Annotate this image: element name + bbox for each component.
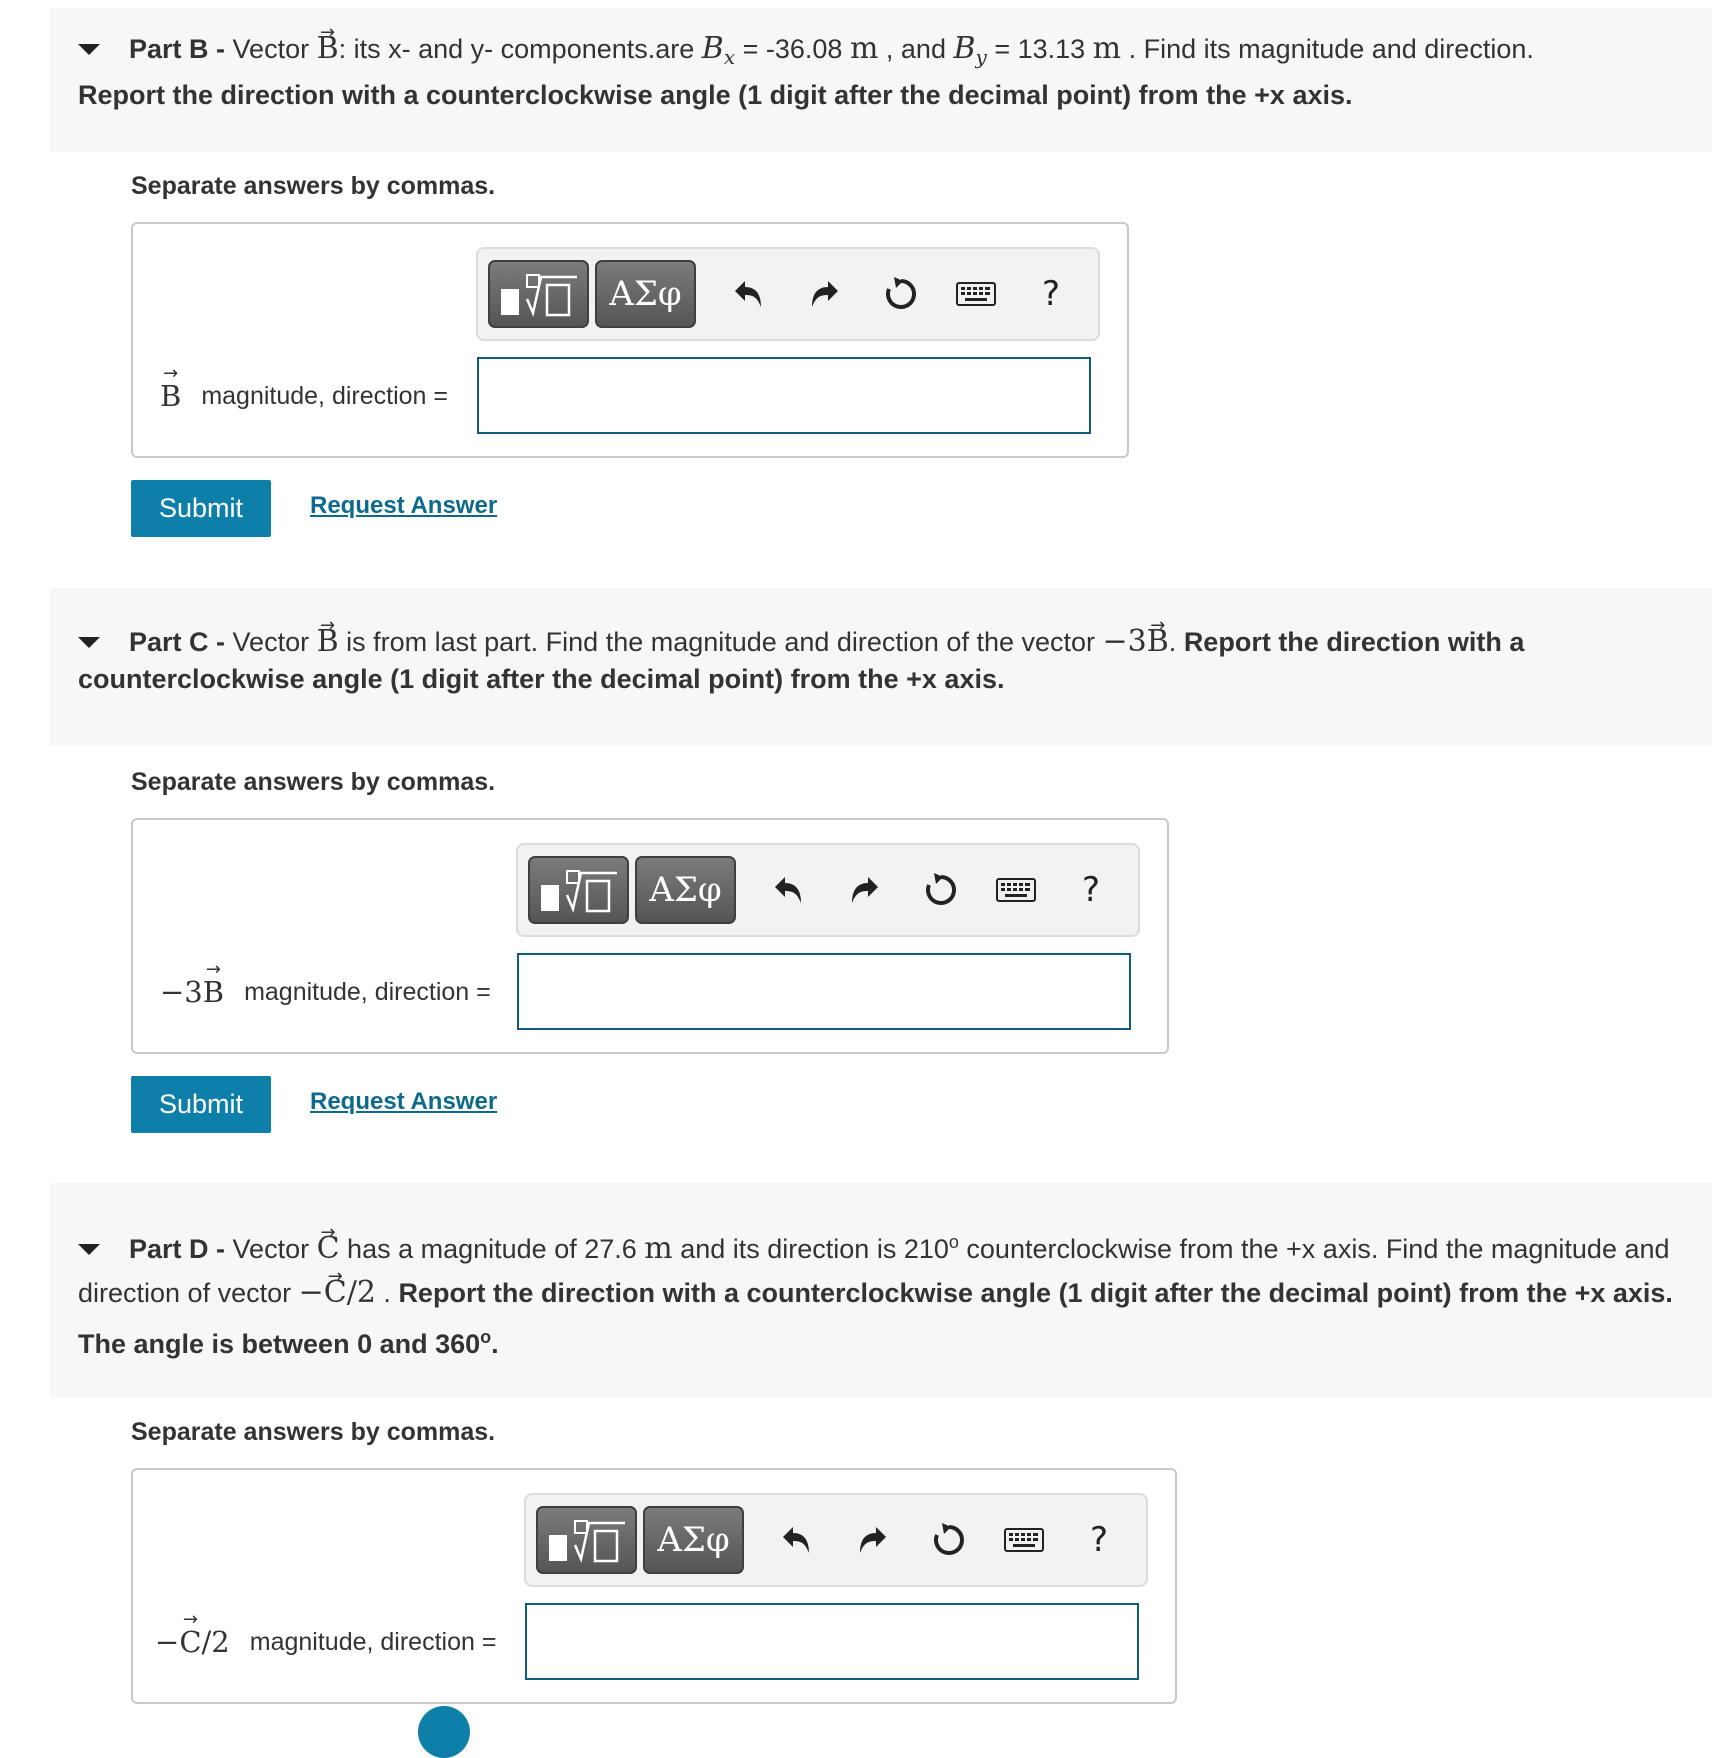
bx-value: = -36.08 — [735, 34, 850, 64]
vector-b-symbol: → B — [1147, 623, 1169, 660]
request-answer-link[interactable]: Request Answer — [310, 492, 498, 519]
neg-three: −3 — [1102, 624, 1147, 659]
undo-icon[interactable] — [771, 1513, 821, 1567]
vector-b-symbol: → B — [317, 30, 339, 68]
answer-label-c — [160, 975, 491, 1009]
part-c-text: . — [1168, 627, 1184, 657]
reset-icon[interactable] — [876, 267, 926, 321]
part-d-text: has a magnitude of 27.6 — [339, 1234, 645, 1264]
part-d-title: Part D - — [129, 1234, 226, 1264]
part-c-title: Part C - — [129, 627, 226, 657]
submit-button[interactable] — [131, 480, 271, 537]
answer-label-d — [155, 1625, 496, 1659]
answer-label-prefix: − — [155, 1625, 180, 1659]
part-b-text: , and — [878, 34, 954, 64]
part-c-text: Vector — [225, 627, 317, 657]
collapse-caret-icon[interactable] — [78, 637, 100, 648]
part-d-text: and its direction is 210 — [672, 1234, 949, 1264]
math-toolbar — [516, 843, 1140, 937]
greek-label: ΑΣφ — [649, 870, 722, 910]
answer-label-vector: → B — [203, 975, 224, 1009]
answer-box-c — [131, 818, 1169, 1054]
bx-subscript: x — [723, 45, 736, 69]
part-d-text: Vector — [225, 1234, 317, 1264]
part-c-text: is from last part. Find the magnitude and direction of the vector — [338, 627, 1103, 657]
templates-icon — [545, 1515, 629, 1565]
part-b-text: . Find its magnitude and direction. — [1121, 34, 1534, 64]
submit-button[interactable] — [131, 1076, 271, 1133]
answer-label-b — [160, 379, 448, 413]
vector-b-symbol: → B — [317, 623, 339, 660]
templates-button[interactable] — [528, 856, 629, 924]
separate-answers-label: Separate answers by commas. — [131, 768, 496, 796]
help-icon[interactable] — [1074, 1513, 1124, 1567]
greek-label: ΑΣφ — [657, 1520, 730, 1560]
help-label: ? — [1041, 274, 1061, 314]
keyboard-icon[interactable] — [999, 1513, 1049, 1567]
answer-input-d[interactable] — [525, 1603, 1139, 1680]
by-symbol: B — [953, 31, 976, 66]
greek-symbols-button[interactable] — [635, 856, 736, 924]
math-toolbar — [476, 247, 1100, 341]
redo-icon[interactable] — [840, 863, 890, 917]
answer-input-b[interactable] — [477, 357, 1091, 434]
greek-label: ΑΣφ — [609, 274, 682, 314]
collapse-caret-icon[interactable] — [78, 1244, 100, 1255]
reset-icon[interactable] — [916, 863, 966, 917]
collapse-caret-icon[interactable] — [78, 44, 100, 55]
separate-answers-label: Separate answers by commas. — [131, 1418, 496, 1446]
unit-m: m — [644, 1231, 673, 1266]
vector-c-symbol: → C — [317, 1227, 340, 1271]
answer-label-vector: → C — [179, 1625, 201, 1659]
answer-label-text: magnitude, direction = — [244, 977, 491, 1006]
neg-sign: − — [298, 1275, 324, 1310]
greek-symbols-button[interactable] — [643, 1506, 744, 1574]
help-icon[interactable] — [1026, 267, 1076, 321]
answer-label-text: magnitude, direction = — [249, 1627, 497, 1656]
math-toolbar — [524, 1493, 1148, 1587]
templates-icon — [497, 269, 581, 319]
redo-icon[interactable] — [848, 1513, 898, 1567]
by-subscript: y — [975, 45, 987, 69]
answer-label-vector: → B — [160, 379, 181, 413]
help-label: ? — [1081, 870, 1101, 910]
reset-icon[interactable] — [924, 1513, 974, 1567]
help-icon[interactable] — [1066, 863, 1116, 917]
part-d-period: . — [491, 1329, 499, 1359]
greek-symbols-button[interactable] — [595, 260, 696, 328]
separate-answers-label: Separate answers by commas. — [131, 172, 496, 200]
keyboard-icon[interactable] — [991, 863, 1041, 917]
part-d-text: . — [375, 1278, 399, 1308]
templates-button[interactable] — [488, 260, 589, 328]
keyboard-icon[interactable] — [951, 267, 1001, 321]
answer-box-b — [131, 222, 1129, 458]
part-b-text: : its x- and y- components.are — [338, 34, 702, 64]
part-b-header — [50, 8, 1712, 152]
part-b-text: Vector — [225, 34, 317, 64]
undo-icon[interactable] — [763, 863, 813, 917]
answer-box-d — [131, 1468, 1177, 1704]
redo-icon[interactable] — [800, 267, 850, 321]
partial-circle-button[interactable] — [418, 1706, 470, 1758]
help-label: ? — [1089, 1520, 1109, 1560]
degree-symbol: o — [480, 1327, 492, 1347]
templates-icon — [537, 865, 621, 915]
answer-label-suffix: /2 — [201, 1625, 230, 1659]
div-two: /2 — [346, 1275, 376, 1310]
part-d-header — [50, 1183, 1712, 1397]
part-b-title: Part B - — [129, 34, 226, 64]
submit-label: Submit — [158, 493, 244, 523]
answer-label-text: magnitude, direction = — [201, 381, 448, 410]
templates-button[interactable] — [536, 1506, 637, 1574]
undo-icon[interactable] — [723, 267, 773, 321]
bx-symbol: B — [701, 31, 724, 66]
answer-input-c[interactable] — [517, 953, 1131, 1030]
unit-m: m — [849, 31, 879, 66]
by-value: = 13.13 — [986, 34, 1093, 64]
part-d-instruction: Report the direction with a counterclockwise angle (1 digit after the decimal point) from the +x axis. The angle is between 0 and 360 — [78, 1278, 1673, 1359]
part-c-instruction: Report the direction with a counterclockwise angle (1 digit after the decimal point) from the +x axis. — [78, 627, 1525, 694]
unit-m: m — [1092, 31, 1122, 66]
part-d-text: counterclockwise from the +x axis. Find the magnitude and direction of vector — [78, 1234, 1670, 1308]
answer-label-prefix: −3 — [160, 975, 203, 1009]
vector-c-symbol: → C — [324, 1271, 347, 1315]
submit-label: Submit — [158, 1089, 244, 1119]
degree-symbol: o — [948, 1232, 959, 1252]
part-b-instruction: Report the direction with a counterclockwise angle (1 digit after the decimal point) from the +x axis. — [78, 80, 1353, 110]
part-c-header — [50, 588, 1712, 746]
request-answer-link[interactable]: Request Answer — [310, 1088, 498, 1115]
